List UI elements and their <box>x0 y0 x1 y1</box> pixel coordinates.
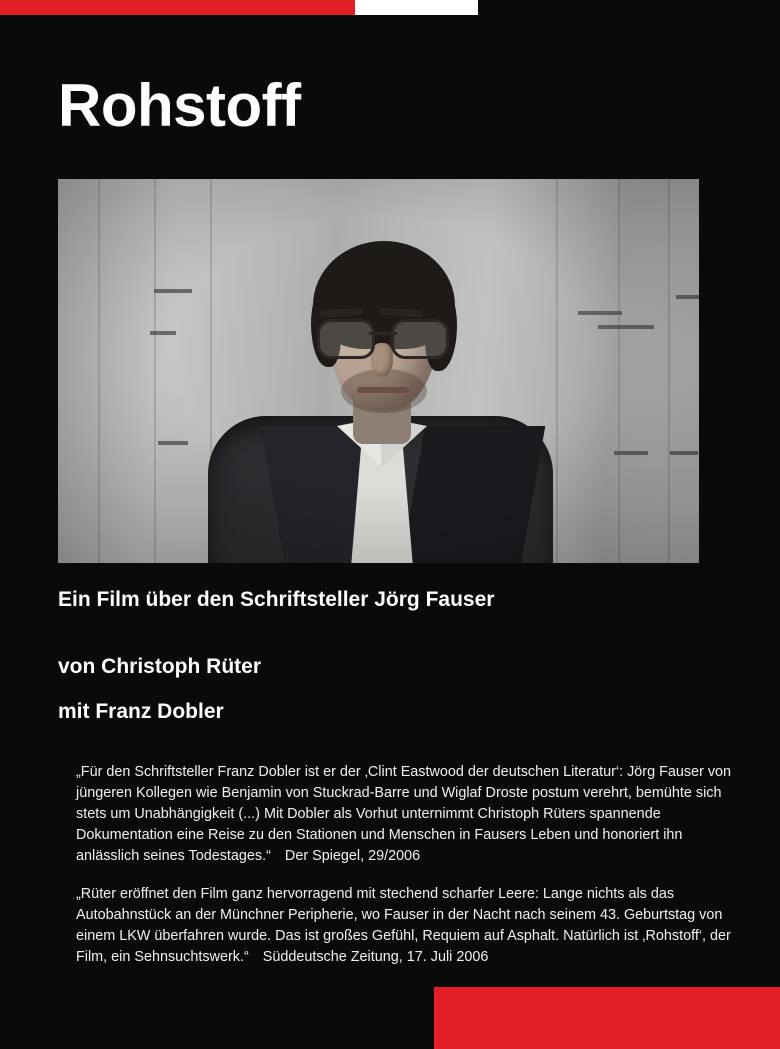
film-subtitle: Ein Film über den Schriftsteller Jörg Fauser <box>58 588 495 611</box>
photo-mark <box>150 331 176 335</box>
photo-mark <box>154 289 192 293</box>
film-featuring: mit Franz Dobler <box>58 700 224 723</box>
top-bar-white-block <box>355 0 478 15</box>
top-bar <box>0 0 780 15</box>
photo-streak <box>556 179 558 563</box>
glasses-icon <box>317 319 449 353</box>
photo-streak <box>154 179 156 563</box>
press-quote <box>76 762 736 866</box>
photo-streak <box>618 179 620 563</box>
bottom-red-block <box>434 987 780 1049</box>
glasses-lens-right <box>391 319 449 359</box>
page-title: Rohstoff <box>58 72 301 139</box>
subject-jacket-right <box>401 426 546 563</box>
photo-subject <box>253 231 508 563</box>
press-quote-text: „Für den Schriftsteller Franz Dobler ist er der ‚Clint Eastwood der deutschen Literatur‘: Jörg Fauser von jüngeren Kollegen wie Benjamin von Stuckrad-Barre und Wiglaf Droste postum verehrt, bemühte sich stets um Unabhängigkeit (...) Mit Dobler als Vorhut unternimmt Christoph Rüters spannende Dokumentation eine Reise zu den Stationen und Menschen in Fausers Leben und honoriert ihn anlässlich seines Todestages.“ <box>76 764 732 864</box>
press-quote-source: Der Spiegel, 29/2006 <box>284 847 421 864</box>
photo-mark <box>676 295 699 299</box>
press-quote-text: „Rüter eröffnet den Film ganz hervorragend mit stechend scharfer Leere: Lange nichts als das Autobahnstück an der Münchner Peripherie, wo Fauser in der Nacht nach seinem 43. Geburtstag von einem LKW überfahren wurde. Das ist großes Gefühl, Requiem auf Asphalt. Natürlich ist ‚Rohstoff‘, der Film, ein Sehnsuchtswerk.“ <box>76 886 731 965</box>
top-bar-red-block <box>0 0 355 15</box>
photo-mark <box>670 451 698 455</box>
portrait-photo <box>58 179 699 563</box>
glasses-bridge <box>369 332 397 335</box>
photo-streak <box>668 179 670 563</box>
top-bar-dark-block <box>478 0 780 15</box>
photo-mark <box>598 325 654 329</box>
photo-mark <box>614 451 648 455</box>
glasses-lens-left <box>317 319 375 359</box>
photo-mark <box>578 311 622 315</box>
photo-mark <box>158 441 188 445</box>
press-quote <box>76 884 736 968</box>
press-quote-source: Süddeutsche Zeitung, 17. Juli 2006 <box>262 948 489 965</box>
photo-streak <box>98 179 100 563</box>
film-director: von Christoph Rüter <box>58 655 261 678</box>
subject-mouth <box>357 387 409 393</box>
